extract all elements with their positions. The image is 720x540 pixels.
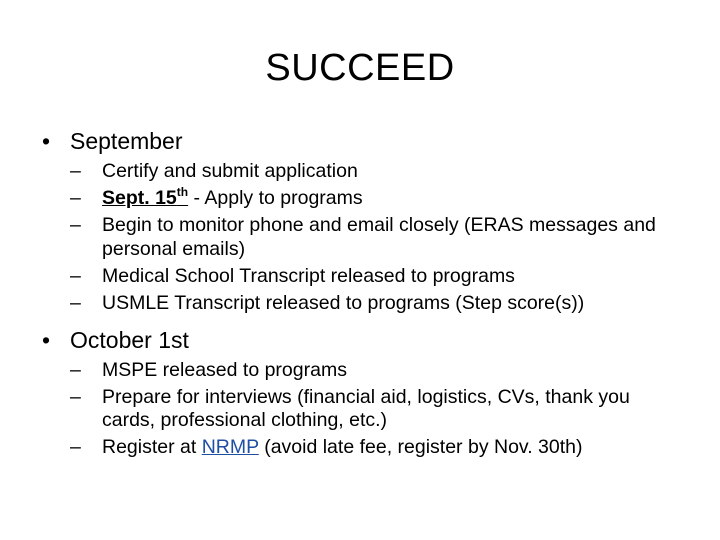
list-item xyxy=(36,214,686,261)
dash-icon: – xyxy=(70,436,81,458)
list-item-text: MSPE released to programs xyxy=(102,358,347,381)
list-item xyxy=(36,187,686,211)
list-item-text: Prepare for interviews (financial aid, logistics, CVs, thank you cards, professional clothing, etc.) xyxy=(102,385,630,431)
bullet-september xyxy=(36,126,686,156)
date-suffix: th xyxy=(176,185,189,199)
deadline-date: Sept. 15th xyxy=(102,185,189,209)
list-item xyxy=(36,386,686,433)
list-item-suffix: (avoid late fee, register by Nov. 30th) xyxy=(258,436,583,458)
dash-icon: – xyxy=(70,187,81,209)
bullet-october xyxy=(36,325,686,355)
october-sublist xyxy=(36,359,686,460)
list-item-text: Certify and submit application xyxy=(102,160,358,182)
dash-icon: – xyxy=(70,214,81,236)
bullet-icon: • xyxy=(42,128,51,154)
slide-content xyxy=(36,126,686,463)
list-item-prefix: Register at xyxy=(102,436,202,458)
list-item-text: Begin to monitor phone and email closely (ERAS messages and personal emails) xyxy=(102,214,656,260)
section-heading: September xyxy=(70,128,183,154)
list-item xyxy=(36,359,686,383)
list-item-text: Apply to programs xyxy=(204,187,363,209)
list-item xyxy=(36,265,686,289)
slide-title: SUCCEED xyxy=(265,47,455,89)
dash-icon: – xyxy=(70,358,81,381)
dash-icon: – xyxy=(70,264,81,287)
bullet-icon: • xyxy=(42,326,51,353)
list-item-text: Medical School Transcript released to programs xyxy=(102,264,515,287)
section-heading: October 1st xyxy=(70,326,189,353)
list-item xyxy=(36,160,686,184)
list-item xyxy=(36,436,686,460)
nrmp-link[interactable]: NRMP xyxy=(201,436,259,458)
dash-icon: – xyxy=(70,291,81,314)
dash-icon: – xyxy=(70,385,81,408)
date-separator: - xyxy=(188,187,205,209)
list-item-text: USMLE Transcript released to programs (Step score(s)) xyxy=(102,291,585,314)
september-sublist xyxy=(36,160,686,315)
dash-icon: – xyxy=(70,160,81,182)
list-item xyxy=(36,292,686,316)
